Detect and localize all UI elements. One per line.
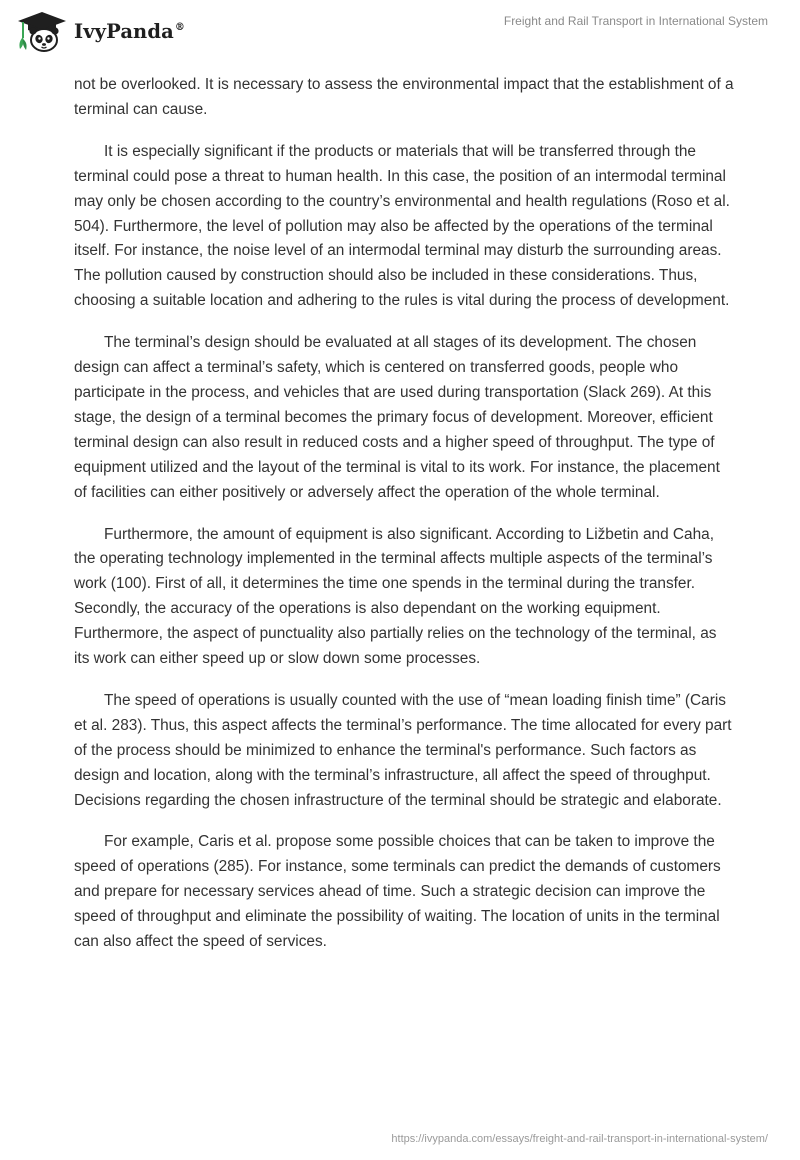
registered-mark: ® <box>174 22 185 33</box>
paragraph: For example, Caris et al. propose some possible choices that can be taken to improve the speed of operations (285). For instance, some terminals can predict the demands of customers and prepare for necessary services ahead of time. Such a strategic decision can improve the speed of throughput and eliminate the possibility of waiting. The location of units in the terminal can also affect the speed of services. <box>74 833 721 951</box>
ivypanda-logo[interactable] <box>14 9 214 53</box>
paragraph-continuation: not be overlooked. It is necessary to assess the environmental impact that the establishment of a terminal can cause. <box>74 76 734 118</box>
logo-wordmark: IvyPanda® <box>74 20 185 43</box>
paragraph: Furthermore, the amount of equipment is also significant. According to Ližbetin and Caha, the operating technology implemented in the terminal affects multiple aspects of the terminal’s work (100). First of all, it determines the time one spends in the terminal during the transfer. Secondly, the accuracy of the operations is also dependant on the working equipment. Furthermore, the aspect of punctuality also partially relies on the technology of the terminal, as its work can either speed up or slow down some processes. <box>74 525 717 668</box>
essay-body <box>74 73 734 972</box>
paragraph: It is especially significant if the products or materials that will be transferred through the terminal could pose a threat to human health. In this case, the position of an intermodal terminal may only be chosen according to the country’s environmental and health regulations (Roso et al. 504). Furthermore, the level of pollution may also be affected by the operations of the terminal itself. For instance, the noise level of an intermodal terminal may disturb the surrounding areas. The pollution caused by construction should also be included in these considerations. Thus, choosing a suitable location and adhering to the rules is vital during the process of development. <box>74 142 730 310</box>
document-title: Freight and Rail Transport in International System <box>503 14 768 28</box>
panda-graduate-logo-icon <box>14 9 70 53</box>
source-url[interactable]: https://ivypanda.com/essays/freight-and-rail-transport-in-international-system/ <box>391 1133 768 1145</box>
paragraph: The terminal’s design should be evaluated at all stages of its development. The chosen design can affect a terminal’s safety, which is centered on transferred goods, people who participate in the process, and vehicles that are used during transportation (Slack 269). At this stage, the design of a terminal becomes the primary focus of development. Moreover, efficient terminal design can also result in reduced costs and a higher speed of throughput. The type of equipment utilized and the layout of the terminal is vital to its work. For instance, the placement of facilities can either positively or adversely affect the operation of the whole terminal. <box>74 334 720 501</box>
page-header <box>0 0 800 64</box>
paragraph: The speed of operations is usually counted with the use of “mean loading finish time” (Caris et al. 283). Thus, this aspect affects the terminal’s performance. The time allocated for every part of the process should be minimized to enhance the terminal's performance. Such factors as design and location, along with the terminal’s infrastructure, all affect the speed of throughput. Decisions regarding the chosen infrastructure of the terminal should be strategic and elaborate. <box>74 691 732 809</box>
